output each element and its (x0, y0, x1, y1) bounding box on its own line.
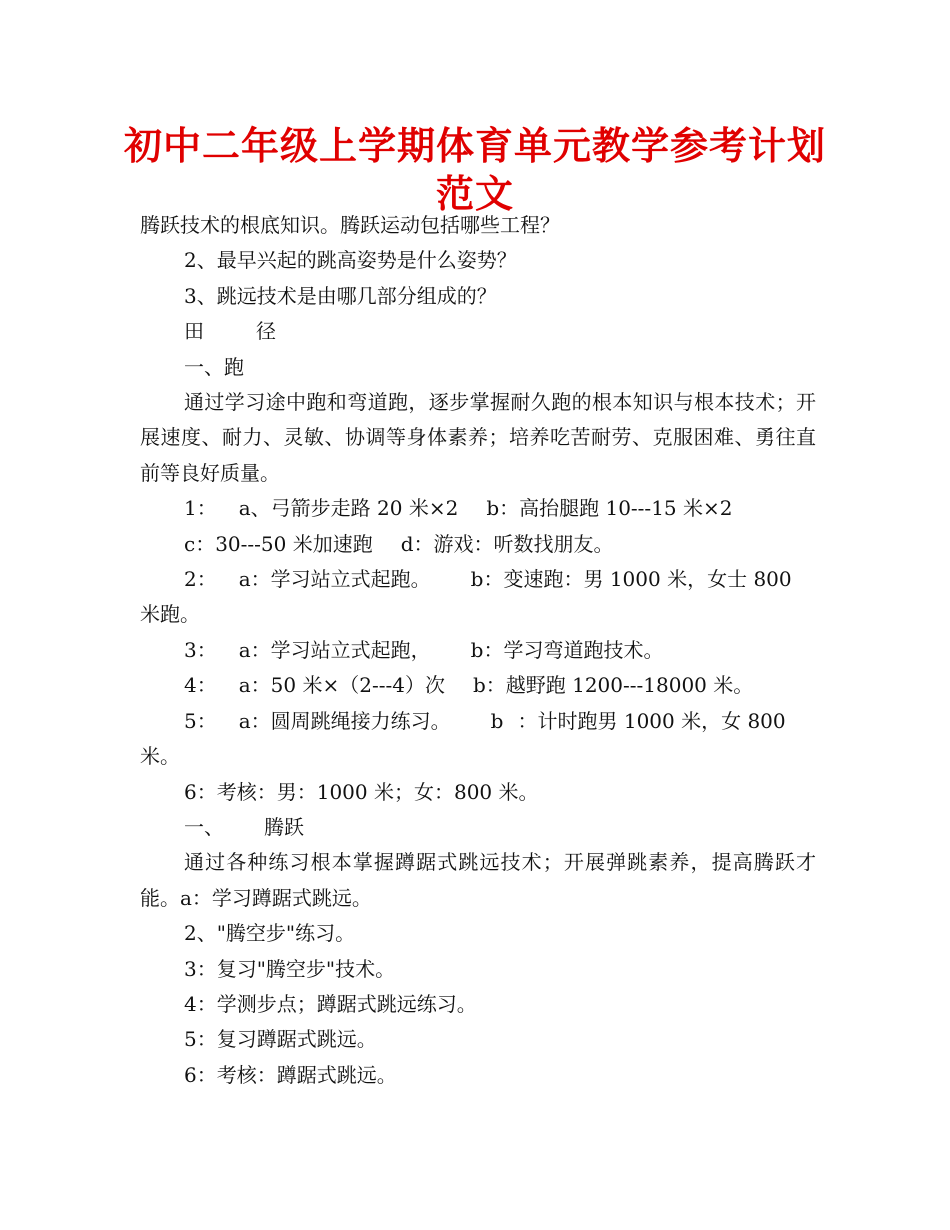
paragraph: 腾跃技术的根底知识。腾跃运动包括哪些工程？ (140, 213, 560, 237)
item-number: 4： (184, 673, 217, 698)
item-text: b (490, 708, 504, 733)
item-number: 5： (184, 708, 217, 733)
document-title-line-2: 范文 (435, 172, 514, 216)
item-text: a：学习站立式起跑。 (238, 567, 431, 592)
item-text: b：学习弯道跑技术。 (470, 637, 664, 662)
item-text: a：50 米×（2---4）次 (238, 673, 445, 698)
list-item (140, 668, 816, 703)
list-item (140, 704, 816, 739)
item-number: 3： (184, 637, 217, 662)
paragraph: 通过各种练习根本掌握蹲踞式跳远技术；开展弹跳素养，提高腾跃才能。a：学习蹲踞式跳远。 (140, 850, 816, 910)
item-text: a、弓箭步走路 20 米×2 (238, 496, 459, 521)
paragraph: 通过学习途中跑和弯道跑，逐步掌握耐久跑的根本知识与根本技术；开展速度、耐力、灵敏、协调等身体素养；培养吃苦耐劳、克服困难、勇往直前等良好质量。 (140, 390, 816, 485)
heading-text: 一、 (184, 814, 224, 839)
heading-text: 径 (256, 319, 276, 344)
document-title-line-1: 初中二年级上学期体育单元教学参考计划 (123, 124, 826, 168)
item-text: b：变速跑：男 1000 米，女士 800 (470, 567, 792, 592)
list-item: 4：学测步点；蹲踞式跳远练习。 (184, 991, 477, 1016)
heading-text: 田 (184, 319, 204, 344)
item-text: ：计时跑男 1000 米，女 800 (517, 708, 786, 733)
item-text: a：圆周跳绳接力练习。 (238, 708, 451, 733)
list-item: 5：复习蹲踞式跳远。 (184, 1027, 377, 1052)
section-heading: 一、跑 (184, 354, 244, 379)
section-heading (140, 810, 816, 845)
paragraph: 3、跳远技术是由哪几部分组成的？ (184, 283, 497, 308)
section-heading (140, 314, 816, 349)
list-item (140, 527, 816, 562)
item-text: c：30---50 米加速跑 (184, 531, 373, 556)
list-item: 3：复习"腾空步"技术。 (184, 956, 396, 981)
item-text: b：高抬腿跑 10---15 米×2 (486, 496, 733, 521)
list-item: 6：考核：男：1000 米；女：800 米。 (184, 779, 539, 804)
item-text: d：游戏：听数找朋友。 (400, 531, 614, 556)
item-number: 2： (184, 567, 217, 592)
list-item (140, 633, 816, 668)
list-item-continuation: 米跑。 (140, 602, 200, 627)
item-text: b：越野跑 1200---18000 米。 (472, 673, 754, 698)
paragraph: 2、最早兴起的跳高姿势是什么姿势？ (184, 248, 517, 273)
item-number: 1： (184, 496, 217, 521)
list-item (140, 562, 816, 597)
list-item: 2、"腾空步"练习。 (184, 921, 356, 946)
heading-text: 腾跃 (264, 814, 304, 839)
list-item: 6：考核：蹲踞式跳远。 (184, 1062, 397, 1087)
list-item-continuation: 米。 (140, 744, 180, 769)
list-item (140, 491, 816, 526)
document-body (140, 208, 816, 1093)
item-text: a：学习站立式起跑， (238, 637, 431, 662)
